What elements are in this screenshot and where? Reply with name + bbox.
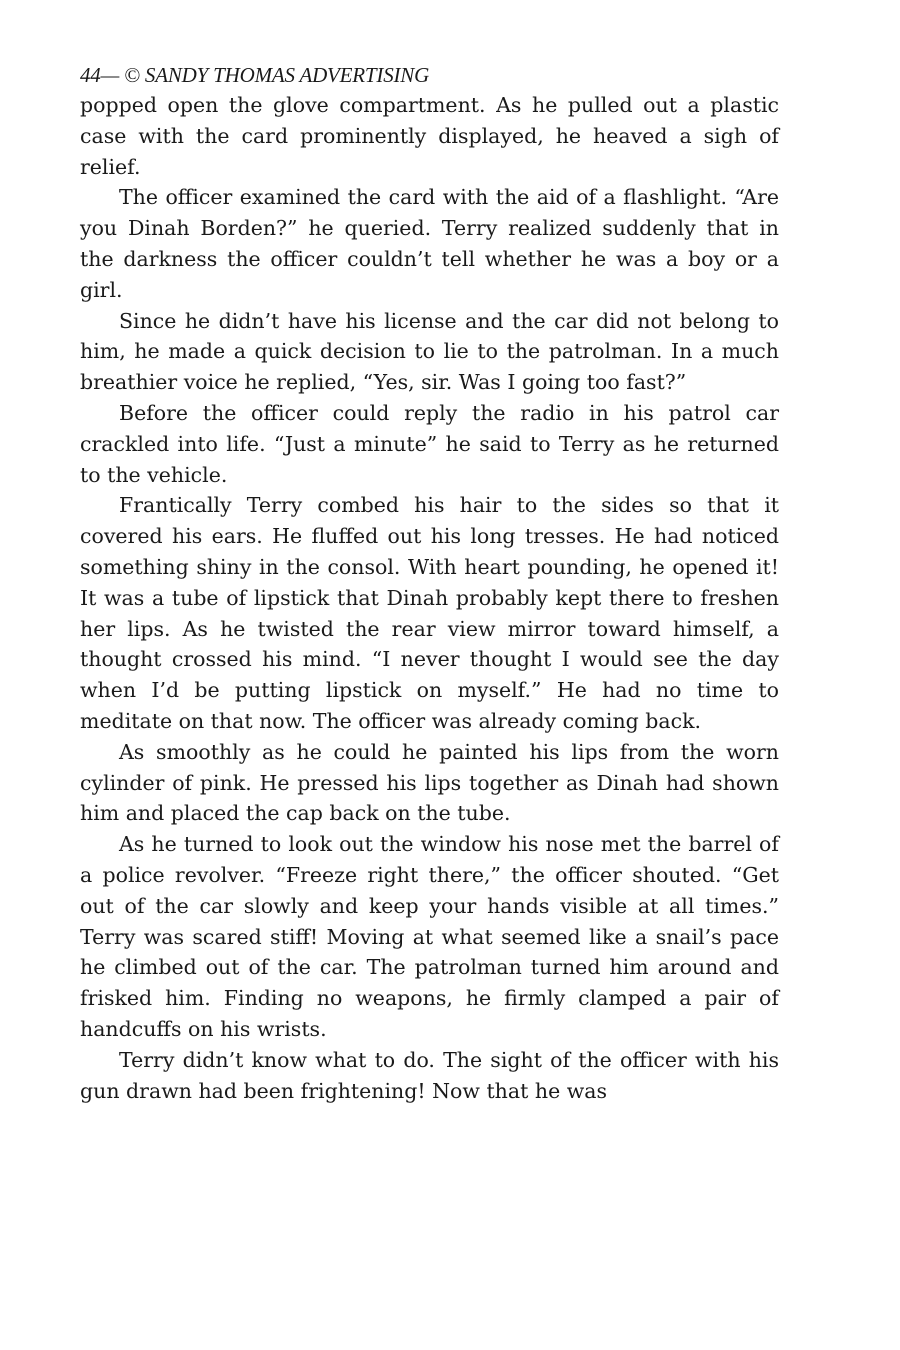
- paragraph-officer-examines-card: The officer examined the card with the aid of a flashlight. “Are you Dinah Borden?” he queried. Terry realized suddenly that in the darkness the officer couldn’t tell whether he was a boy or a girl.: [80, 185, 779, 302]
- paragraph-combs-hair: Frantically Terry combed his hair to the sides so that it covered his ears. He fluffed out his long tresses. He had noticed something shiny in the consol. With heart pounding, he opened it! It was a tube of lipstick that Dinah probably kept there to freshen her lips. As he twisted the rear view mirror toward himself, a thought crossed his mind. “I never thought I would see the day when I’d be putting lipstick on myself.” He had no time to meditate on that now. The officer was already coming back.: [80, 493, 779, 733]
- running-header: 44— © SANDY THOMAS ADVERTISING: [80, 63, 430, 87]
- paragraph-terry-frightened: Terry didn’t know what to do. The sight of the officer with his gun drawn had been frightening! Now that he was: [80, 1047, 779, 1103]
- book-page: [80, 60, 779, 1106]
- paragraph-radio-crackles: Before the officer could reply the radio in his patrol car crackled into life. “Just a minute” he said to Terry as he returned to the vehicle.: [80, 400, 779, 487]
- paragraph-decides-to-lie: Since he didn’t have his license and the car did not belong to him, he made a quick decision to lie to the patrolman. In a much breathier voice he replied, “Yes, sir. Was I going too fast?”: [80, 308, 779, 395]
- body-text: [80, 90, 779, 1106]
- paragraph-paints-lips: As smoothly as he could he painted his lips from the worn cylinder of pink. He pressed his lips together as Dinah had shown him and placed the cap back on the tube.: [80, 739, 779, 826]
- paragraph-continuation: popped open the glove compartment. As he pulled out a plastic case with the card prominently displayed, he heaved a sigh of relief.: [80, 93, 779, 179]
- paragraph-police-revolver: As he turned to look out the window his nose met the barrel of a police revolver. “Freeze right there,” the officer shouted. “Get out of the car slowly and keep your hands visible at all times.” Terry was scared stiff! Moving at what seemed like a snail’s pace he climbed out of the car. The patrolman turned him around and frisked him. Finding no weapons, he firmly clamped a pair of handcuffs on his wrists.: [80, 832, 779, 1041]
